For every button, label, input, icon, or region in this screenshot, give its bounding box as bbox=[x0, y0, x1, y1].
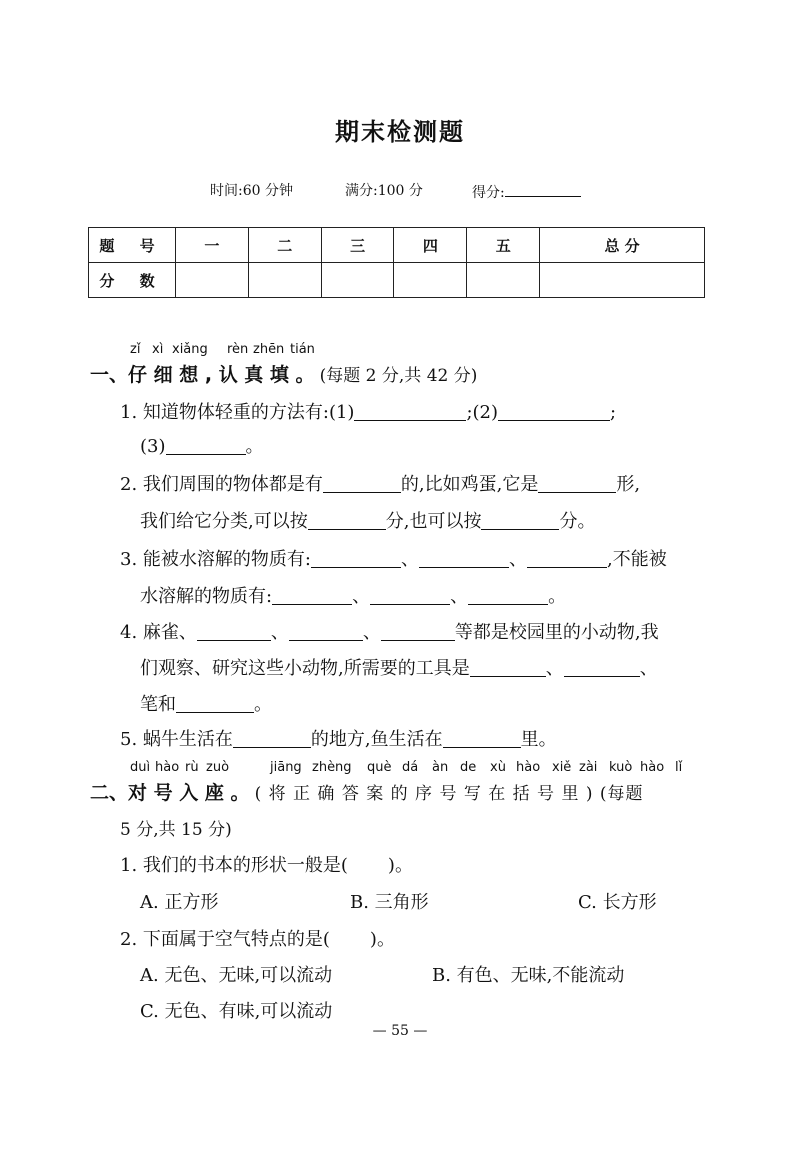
question-text: 。 bbox=[254, 694, 272, 715]
question-text: 们观察、研究这些小动物,所需要的工具是 bbox=[140, 658, 470, 679]
table-cell: 四 bbox=[394, 228, 467, 263]
option-b[interactable]: B. 有色、无味,不能流动 bbox=[432, 965, 625, 986]
question-5 bbox=[120, 725, 557, 751]
score-cell[interactable] bbox=[321, 263, 394, 298]
question-text: )。 bbox=[387, 855, 413, 876]
answer-blank[interactable] bbox=[323, 474, 401, 493]
section-number: 一、 bbox=[90, 364, 129, 386]
question-text: 、 bbox=[450, 586, 469, 607]
section-1-heading bbox=[90, 360, 477, 387]
answer-blank[interactable] bbox=[527, 549, 607, 568]
answer-blank[interactable] bbox=[381, 622, 455, 641]
question-text: 2. 下面属于空气特点的是( bbox=[120, 929, 330, 950]
question-text: 、 bbox=[352, 586, 371, 607]
pinyin: àn bbox=[432, 760, 449, 775]
question-text: ; bbox=[610, 402, 617, 423]
pinyin: zhèng bbox=[312, 760, 352, 775]
answer-blank[interactable] bbox=[443, 729, 521, 748]
question-text: 笔和 bbox=[140, 694, 176, 715]
option-a[interactable]: A. 正方形 bbox=[140, 892, 219, 913]
question-text: 、 bbox=[270, 622, 289, 643]
section-2-heading bbox=[90, 778, 644, 805]
question-text: 的,比如鸡蛋,它是 bbox=[400, 474, 539, 495]
question-4-line-2 bbox=[140, 654, 658, 680]
table-cell: 一 bbox=[176, 228, 249, 263]
question-4-line-1 bbox=[120, 618, 659, 644]
full-score: 满分:100 分 bbox=[345, 183, 423, 199]
answer-blank[interactable] bbox=[419, 549, 509, 568]
pinyin: què bbox=[367, 760, 392, 775]
pinyin: zǐ bbox=[130, 342, 141, 357]
question-text: 、 bbox=[362, 622, 381, 643]
answer-blank[interactable] bbox=[308, 511, 386, 530]
table-cell: 二 bbox=[248, 228, 321, 263]
question-4-line-3 bbox=[140, 690, 272, 716]
answer-blank[interactable] bbox=[468, 586, 548, 605]
pinyin: xù bbox=[490, 760, 506, 775]
pinyin: xiě bbox=[552, 760, 572, 775]
question-text: 等都是校园里的小动物,我 bbox=[454, 622, 659, 643]
question-text: 、 bbox=[639, 658, 658, 679]
pinyin: kuò bbox=[609, 760, 633, 775]
pinyin: hào bbox=[155, 760, 180, 775]
answer-blank[interactable] bbox=[470, 658, 546, 677]
mc-question-2 bbox=[120, 925, 395, 951]
pinyin: zuò bbox=[206, 760, 230, 775]
table-cell: 五 bbox=[467, 228, 540, 263]
question-text: )。 bbox=[369, 929, 395, 950]
option-c[interactable]: C. 长方形 bbox=[578, 892, 657, 913]
page-title: 期末检测题 bbox=[335, 118, 465, 146]
score-table bbox=[88, 227, 705, 298]
question-2-line-1 bbox=[120, 470, 640, 496]
page-number: — 55 — bbox=[372, 1023, 428, 1039]
answer-blank[interactable] bbox=[289, 622, 363, 641]
question-text: 分,也可以按 bbox=[385, 511, 482, 532]
question-text: 4. 麻雀、 bbox=[120, 622, 197, 643]
question-text: (3) bbox=[140, 436, 166, 457]
answer-blank[interactable] bbox=[272, 586, 352, 605]
table-cell: 分 数 bbox=[89, 263, 176, 298]
answer-blank[interactable] bbox=[538, 474, 616, 493]
pinyin: xì bbox=[152, 342, 164, 357]
answer-blank[interactable] bbox=[354, 402, 466, 421]
pinyin: hào bbox=[640, 760, 665, 775]
question-text: 1. 我们的书本的形状一般是( bbox=[120, 855, 348, 876]
pinyin: tián bbox=[290, 342, 315, 357]
option-b[interactable]: B. 三角形 bbox=[350, 892, 429, 913]
question-text: ,不能被 bbox=[606, 549, 667, 570]
answer-blank[interactable] bbox=[311, 549, 401, 568]
score-cell[interactable] bbox=[540, 263, 705, 298]
score-label bbox=[472, 180, 581, 202]
question-text: 。 bbox=[548, 586, 567, 607]
table-cell: 总 分 bbox=[540, 228, 705, 263]
question-3-line-2 bbox=[140, 582, 566, 608]
pinyin: duì bbox=[130, 760, 151, 775]
section-number: 二、 bbox=[90, 782, 129, 804]
table-cell: 三 bbox=[321, 228, 394, 263]
table-row-scores bbox=[89, 263, 705, 298]
question-text: 。 bbox=[245, 436, 264, 457]
question-text: 我们给它分类,可以按 bbox=[140, 511, 308, 532]
pinyin: zhēn bbox=[253, 342, 285, 357]
question-2-line-2 bbox=[140, 507, 595, 533]
question-text: ;(2) bbox=[466, 402, 499, 423]
table-cell: 题 号 bbox=[89, 228, 176, 263]
question-text: 水溶解的物质有: bbox=[140, 586, 273, 607]
score-cell[interactable] bbox=[467, 263, 540, 298]
section-note-2: 5 分,共 15 分) bbox=[120, 820, 232, 840]
section-note: (每题 2 分,共 42 分) bbox=[319, 366, 478, 386]
table-row-header bbox=[89, 228, 705, 263]
score-cell[interactable] bbox=[248, 263, 321, 298]
question-text: 的地方,鱼生活在 bbox=[310, 729, 443, 750]
answer-blank[interactable] bbox=[233, 729, 311, 748]
question-text: 、 bbox=[545, 658, 564, 679]
pinyin: hào bbox=[516, 760, 541, 775]
answer-blank[interactable] bbox=[197, 622, 271, 641]
pinyin: lǐ bbox=[675, 760, 683, 775]
pinyin: zài bbox=[579, 760, 598, 775]
time-limit: 时间:60 分钟 bbox=[210, 183, 293, 199]
score-blank[interactable] bbox=[505, 180, 581, 197]
answer-blank[interactable] bbox=[564, 658, 640, 677]
question-text: 1. 知道物体轻重的方法有:(1) bbox=[120, 402, 355, 423]
section-title: 对 号 入 座 。 bbox=[128, 782, 250, 804]
question-text: 2. 我们周围的物体都是有 bbox=[120, 474, 323, 495]
mc-question-1 bbox=[120, 851, 413, 877]
question-3-line-1 bbox=[120, 545, 667, 571]
pinyin: xiǎng bbox=[172, 342, 208, 357]
question-text: 里。 bbox=[520, 729, 557, 750]
option-c[interactable]: C. 无色、有味,可以流动 bbox=[140, 1001, 333, 1022]
pinyin: rèn bbox=[227, 342, 249, 357]
question-1-line-1 bbox=[120, 398, 616, 424]
section-note: ( 将 正 确 答 案 的 序 号 写 在 括 号 里 ) (每题 bbox=[254, 784, 644, 804]
section-title: 仔 细 想 , 认 真 填 。 bbox=[128, 364, 315, 386]
score-label-text: 得分: bbox=[472, 185, 505, 201]
question-text: 分。 bbox=[559, 511, 596, 532]
score-cell[interactable] bbox=[394, 263, 467, 298]
score-cell[interactable] bbox=[176, 263, 249, 298]
answer-blank[interactable] bbox=[166, 436, 246, 455]
question-text: 、 bbox=[508, 549, 527, 570]
question-text: 3. 能被水溶解的物质有: bbox=[120, 549, 311, 570]
pinyin: dá bbox=[402, 760, 419, 775]
question-text: 形, bbox=[616, 474, 641, 495]
question-text: 、 bbox=[400, 549, 419, 570]
pinyin: rù bbox=[185, 760, 199, 775]
answer-blank[interactable] bbox=[176, 694, 254, 713]
question-text: 5. 蜗牛生活在 bbox=[120, 729, 233, 750]
question-1-line-2 bbox=[140, 432, 264, 458]
answer-blank[interactable] bbox=[481, 511, 559, 530]
answer-blank[interactable] bbox=[498, 402, 610, 421]
pinyin: de bbox=[460, 760, 477, 775]
pinyin: jiāng bbox=[270, 760, 302, 775]
answer-blank[interactable] bbox=[370, 586, 450, 605]
option-a[interactable]: A. 无色、无味,可以流动 bbox=[140, 965, 333, 986]
